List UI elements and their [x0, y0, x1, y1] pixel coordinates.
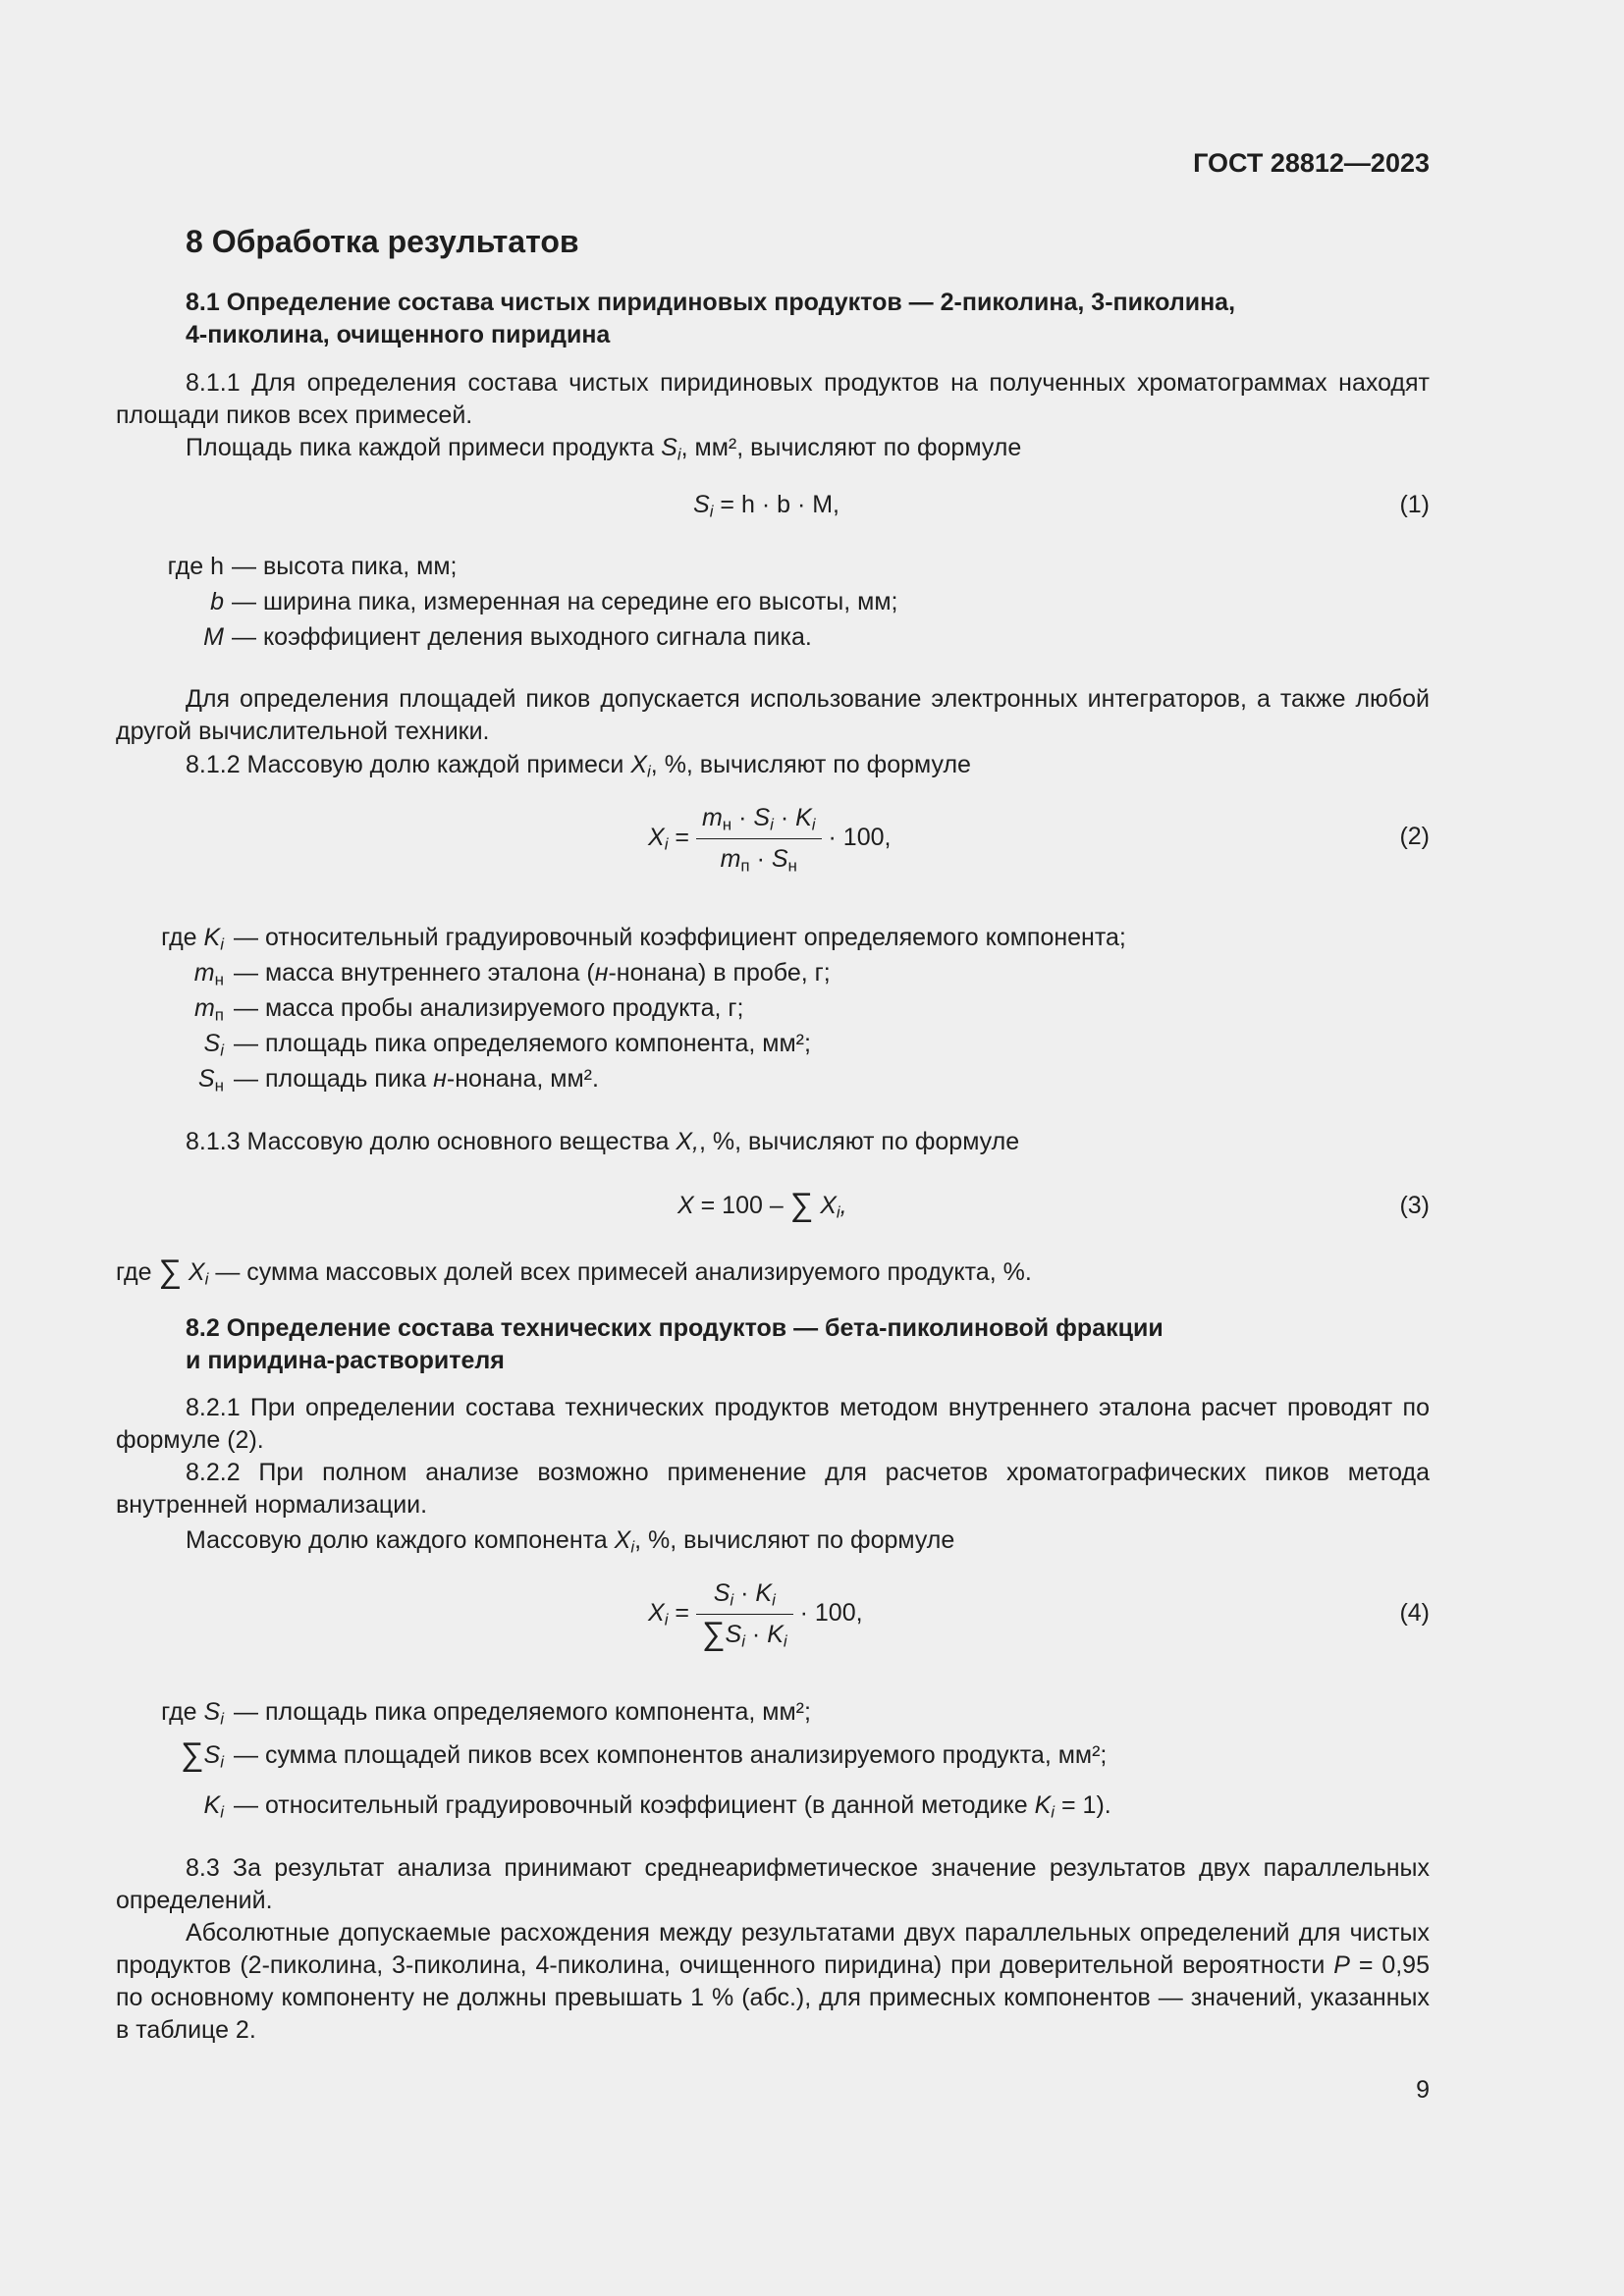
paragraph-area-intro: Площадь пика каждой примеси продукта $S_i$, мм², вычисляют по формуле — [186, 434, 1022, 464]
sum-sign-icon: ∑ — [158, 1252, 182, 1289]
paragraph-8-3: 8.3 За результат анализа принимают среднеарифметическое значение результатов двух параллельных определений. — [116, 1854, 1430, 1914]
formula-2: $X_i$ = $m_н \cdot S_i \cdot K_i$ $m_п \cdot S_н$ · 100, — [648, 804, 892, 876]
paragraph-integrators: Для определения площадей пиков допускается использование электронных интеграторов, а также любой другой вычислительной техники. — [116, 685, 1430, 745]
paragraph-mass-intro: Массовую долю каждого компонента $X_i$, %, вычисляют по формуле — [186, 1526, 955, 1557]
formula-4-number: (4) — [1399, 1599, 1430, 1627]
formula-3-number: (3) — [1399, 1192, 1430, 1219]
page-number: 9 — [1416, 2076, 1430, 2104]
formula-1-number: (1) — [1399, 491, 1430, 518]
sum-sign-icon: ∑ — [181, 1735, 204, 1772]
document-code: ГОСТ 28812—2023 — [1193, 148, 1430, 178]
paragraph-abs-tolerance: Абсолютные допускаемые расхождения между результатами двух параллельных определений для чистых продуктов (2-пиколина, 3-пиколина, 4-пиколина, очищенного пиридина) при доверительной вероятности P = 0,95 по основному компоненту не должны превышать 1 % (абс.), для примесных компонентов — значений, указанных в таблице 2. — [116, 1919, 1430, 2044]
legend-formula-3: где ∑ $X_i$ — сумма массовых долей всех примесей анализируемого продукта, %. — [116, 1252, 1032, 1289]
paragraph-8-2-2: 8.2.2 При полном анализе возможно применение для расчетов хроматографических пиков метода внутренней нормализации. — [116, 1459, 1430, 1519]
subsection-8-2-heading: 8.2 Определение состава технических продуктов — бета-пиколиновой фракции и пиридина-растворителя — [186, 1314, 1164, 1374]
section-title: 8 Обработка результатов — [186, 224, 579, 259]
paragraph-8-1-2: 8.1.2 Массовую долю каждой примеси $X_i$, %, вычисляют по формуле — [186, 751, 971, 781]
formula-3: X = 100 – ∑ $X_i$, — [677, 1185, 847, 1222]
formula-1: $S_i = h \cdot b \cdot M$, — [693, 491, 839, 521]
paragraph-8-1-1: 8.1.1 Для определения состава чистых пиридиновых продуктов на полученных хроматограммах находят площади пиков всех примесей. — [116, 369, 1430, 429]
formula-4: $X_i$ = $\frac{S_i \cdot K_i}{\sum S_i \cdot K_i}$ · 100, — [648, 1579, 863, 1651]
sum-sign-icon: ∑ — [789, 1185, 814, 1222]
subsection-8-1-heading: 8.1 Определение состава чистых пиридиновых продуктов — 2-пиколина, 3-пиколина, 4-пиколина, очищенного пиридина — [186, 289, 1236, 348]
sum-sign-icon: ∑ — [701, 1614, 726, 1651]
paragraph-8-1-3: 8.1.3 Массовую долю основного вещества X,, %, вычисляют по формуле — [186, 1128, 1020, 1155]
formula-2-number: (2) — [1399, 823, 1430, 850]
paragraph-8-2-1: 8.2.1 При определении состава технических продуктов методом внутреннего эталона расчет проводят по формуле (2). — [116, 1394, 1430, 1454]
